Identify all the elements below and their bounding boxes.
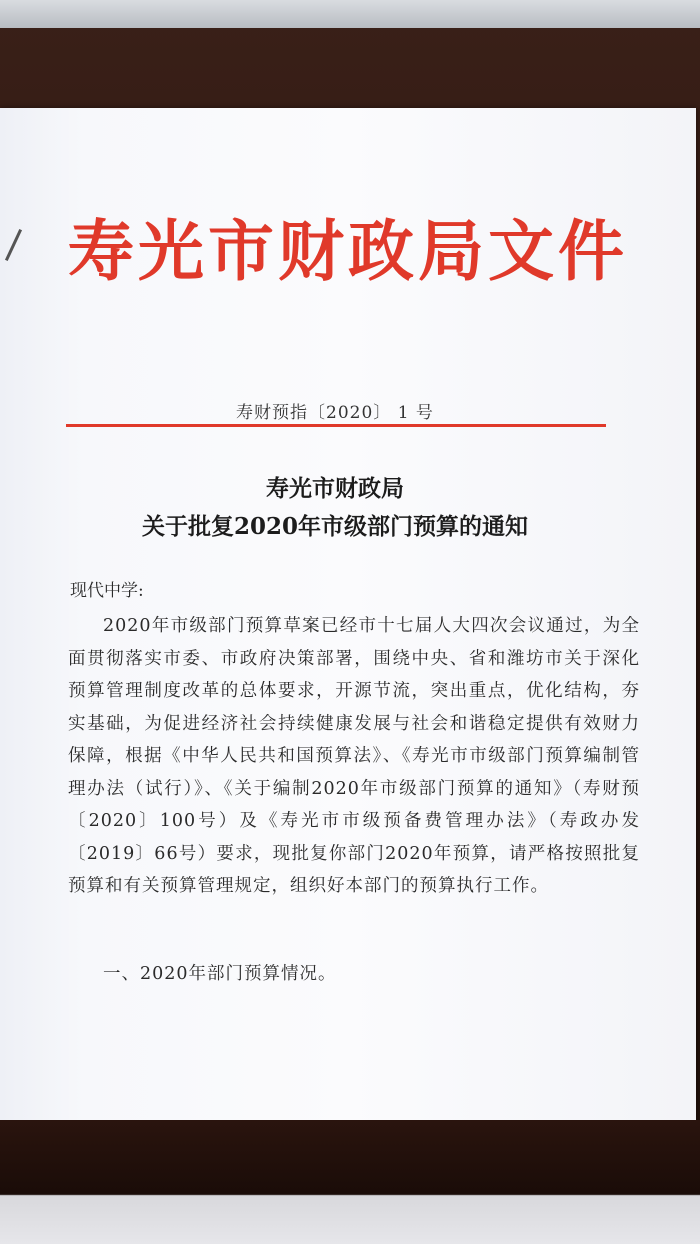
pen-mark: [5, 229, 22, 261]
addressee: 现代中学:: [70, 581, 144, 601]
notice-title-line1: 寿光市财政局: [266, 475, 404, 502]
document-number: 寿财预指〔2020〕 1 号: [236, 403, 434, 423]
notice-title-line2: 关于批复2020年市级部门预算的通知: [141, 513, 528, 540]
red-divider-line: [66, 424, 606, 427]
table-surface: [0, 1120, 700, 1244]
section-heading: 一、2020年部门预算情况。: [103, 964, 337, 984]
body-paragraph: 2020年市级部门预算草案已经市十七届人大四次会议通过，为全面贯彻落实市委、市政府决策部署，围绕中央、省和潍坊市关于深化预算管理制度改革的总体要求，开源节流，突出重点，优化结构，夯实基础，为促进经济社会持续健康发展与社会和谐稳定提供有效财力保障，根据《中华人民共和国预算法》、《寿光市市级部门预算编制管理办法（试行）》、《关于编制2020年市级部门预算的通知》（寿财预〔2020〕100号）及《寿光市市级预备费管理办法》（寿政办发〔2019〕66号）要求，现批复你部门2020年预算，请严格按照批复预算和有关预算管理规定，组织好本部门的预算执行工作。: [68, 616, 640, 896]
wall-background: [0, 0, 700, 28]
document-header-title: 寿光市财政局文件: [68, 212, 628, 290]
document-page: [0, 108, 696, 1128]
